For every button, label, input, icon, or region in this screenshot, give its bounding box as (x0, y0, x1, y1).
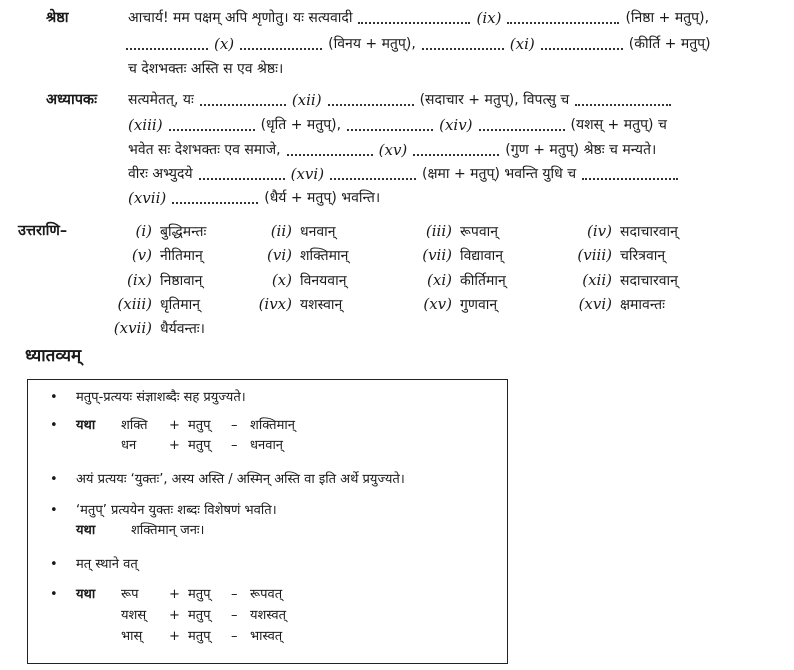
speaker-shreshtha: श्रेष्ठा (46, 10, 69, 26)
answer-item (400, 294, 497, 315)
note-box (27, 379, 508, 664)
example-suffix: मतुप् (188, 587, 211, 602)
answer-item (240, 294, 342, 315)
dialogue-text: च देशभक्तः अस्ति स एव श्रेष्ठः। (128, 61, 284, 77)
dialogue-line (128, 8, 709, 28)
bullet-icon: • (50, 557, 58, 572)
bullet-icon: • (50, 503, 58, 518)
answer-word: रूपवान् (460, 224, 499, 240)
blank-number: (xiii) (128, 116, 163, 134)
answer-number: (xvii) (113, 319, 152, 337)
answer-number: (xiii) (117, 295, 152, 313)
answer-item (100, 245, 203, 266)
answer-word: नीतिमान् (160, 248, 203, 264)
example-base: रूप (121, 587, 139, 602)
bullet-icon: • (50, 390, 58, 405)
answer-item (100, 294, 200, 315)
dialogue-line (128, 115, 667, 135)
example-suffix: मतुप् (188, 608, 211, 623)
answer-word: निष्ठावान् (160, 273, 203, 289)
answer-word: बुद्धिमन्तः (160, 224, 207, 240)
dialogue-line (128, 90, 677, 110)
answer-item (240, 221, 336, 242)
answer-number: (xii) (582, 271, 612, 289)
blank-line (199, 168, 285, 180)
dialogue-text: वीरः अभ्युदये (128, 166, 193, 182)
blank-line (575, 94, 671, 106)
bullet-icon: • (50, 472, 58, 487)
plus-sign: + (169, 629, 180, 644)
blank-line (328, 94, 414, 106)
answer-number: (ix) (127, 271, 152, 289)
answer-number: (ivx) (258, 295, 292, 313)
blank-line (541, 38, 623, 50)
blank-number: (xi) (509, 35, 535, 53)
answer-number: (x) (271, 271, 292, 289)
answer-number: (i) (135, 222, 152, 240)
answer-word: सदाचारवान् (620, 224, 678, 240)
answer-item (100, 270, 202, 291)
note-title: ध्यातव्यम् (25, 346, 82, 366)
blank-line (287, 144, 373, 156)
blank-number: (xvii) (128, 189, 167, 207)
dialogue-line (122, 34, 711, 54)
blank-line (422, 38, 504, 50)
blank-line (358, 12, 470, 24)
example-text: शक्तिमान् जनः। (131, 523, 205, 538)
hint: (निष्ठा + मतुप्), (625, 10, 710, 26)
answer-number: (xvi) (578, 295, 612, 313)
answer-item (400, 221, 498, 242)
hint: (विनय + मतुप्), (328, 36, 416, 52)
blank-line (479, 119, 565, 131)
blank-line (200, 94, 286, 106)
answer-word: शक्तिमान् (300, 248, 349, 264)
answer-item (400, 245, 503, 266)
example-base: धन (121, 438, 137, 453)
hint: (धैर्य + मतुप्) भवन्ति। (264, 190, 381, 206)
example-base: भास् (121, 629, 143, 644)
note-point: ‘मतुप्’ प्रत्ययेन युक्तः शब्दः विशेषणं भवति। (76, 503, 277, 518)
hint: (धृति + मतुप्), (260, 117, 342, 133)
blank-line (347, 119, 433, 131)
dash: – (231, 418, 238, 433)
answer-item (240, 245, 348, 266)
dialogue-text: भवेत सः देशभक्तः एव समाजे, (128, 142, 281, 158)
answer-number: (xv) (423, 295, 452, 313)
blank-line (413, 144, 499, 156)
example-result: धनवान् (250, 438, 284, 453)
example-result: शक्तिमान् (250, 418, 295, 433)
answer-word: यशस्वान् (300, 297, 343, 313)
answer-item (560, 221, 678, 242)
answer-number: (xi) (427, 271, 452, 289)
blank-number: (xiv) (439, 116, 473, 134)
example-result: भास्वत् (250, 629, 283, 644)
answer-number: (vii) (422, 246, 452, 264)
example-result: रूपवत् (250, 587, 283, 602)
hint: (कीर्ति + मतुप्) (628, 36, 711, 52)
dialogue-text: आचार्य! मम पक्षम् अपि शृणोतु। यः सत्यवादी (128, 10, 353, 26)
answer-number: (iii) (425, 222, 452, 240)
dash: – (231, 587, 238, 602)
dialogue-line (128, 164, 684, 184)
speaker-adhyapaka: अध्यापकः (46, 92, 97, 108)
yatha-label: यथा (76, 418, 96, 433)
yatha-label: यथा (76, 523, 96, 538)
dash: – (231, 608, 238, 623)
answer-number: (vi) (267, 246, 292, 264)
answer-word: क्षमावन्तः (620, 297, 665, 313)
blank-number: (xii) (291, 91, 322, 109)
answer-item (560, 270, 678, 291)
answer-number: (iv) (587, 222, 612, 240)
answer-item (100, 318, 205, 339)
plus-sign: + (169, 418, 180, 433)
answer-item (100, 221, 206, 242)
answer-item (400, 270, 506, 291)
hint: (क्षमा + मतुप्) भवन्ति युधि च (422, 166, 577, 182)
bullet-icon: • (50, 418, 58, 433)
answer-word: विनयवान् (300, 273, 347, 289)
answer-word: धृतिमान् (160, 297, 200, 313)
example-suffix: मतुप् (188, 629, 211, 644)
blank-line (330, 168, 416, 180)
answer-word: विद्यावान् (460, 248, 504, 264)
hint: (गुण + मतुप्) श्रेष्ठः च मन्यते। (505, 142, 657, 158)
hint: (सदाचार + मतुप्), विपत्सु च (419, 92, 570, 108)
blank-line (169, 119, 255, 131)
blank-number: (xvi) (290, 165, 325, 183)
answer-item (240, 270, 346, 291)
answer-word: गुणवान् (460, 297, 498, 313)
example-base: शक्ति (121, 418, 148, 433)
example-base: यशस् (121, 608, 147, 623)
answer-word: कीर्तिमान् (460, 273, 506, 289)
dialogue-line (128, 188, 380, 208)
plus-sign: + (169, 608, 180, 623)
blank-line (582, 168, 678, 180)
answer-word: सदाचारवान् (620, 273, 678, 289)
answer-item (560, 245, 665, 266)
plus-sign: + (169, 438, 180, 453)
blank-line (507, 12, 619, 24)
dash: – (231, 438, 238, 453)
blank-line (172, 192, 258, 204)
note-point: मतुप्-प्रत्ययः संज्ञाशब्दैः सह प्रयुज्यते। (76, 390, 246, 405)
hint: (यशस् + मतुप्) च (570, 117, 667, 133)
example-suffix: मतुप् (188, 438, 211, 453)
answer-word: चरित्रवान् (620, 248, 666, 264)
note-point: मत् स्थाने वत् (76, 557, 138, 572)
blank-line (126, 38, 208, 50)
answer-word: धैर्यवन्तः। (160, 321, 205, 337)
blank-line (240, 38, 322, 50)
answer-number: (viii) (577, 246, 612, 264)
note-point: अयं प्रत्ययः ‘युक्तः’, अस्य अस्ति / अस्मिन् अस्ति वा इति अर्थे प्रयुज्यते। (76, 472, 405, 487)
dialogue-text: सत्यमेतत्, यः (128, 92, 194, 108)
blank-number: (x) (214, 35, 235, 53)
blank-number: (xv) (378, 141, 408, 159)
plus-sign: + (169, 587, 180, 602)
answer-number: (v) (131, 246, 152, 264)
answers-label: उत्तराणि– (18, 223, 68, 239)
answer-item (560, 294, 665, 315)
answer-number: (ii) (270, 222, 292, 240)
yatha-label: यथा (76, 587, 96, 602)
dash: – (231, 629, 238, 644)
blank-number: (ix) (476, 9, 502, 27)
example-result: यशस्वत् (250, 608, 287, 623)
bullet-icon: • (50, 587, 58, 602)
answer-word: धनवान् (300, 224, 336, 240)
dialogue-line (128, 140, 656, 160)
example-suffix: मतुप् (188, 418, 211, 433)
